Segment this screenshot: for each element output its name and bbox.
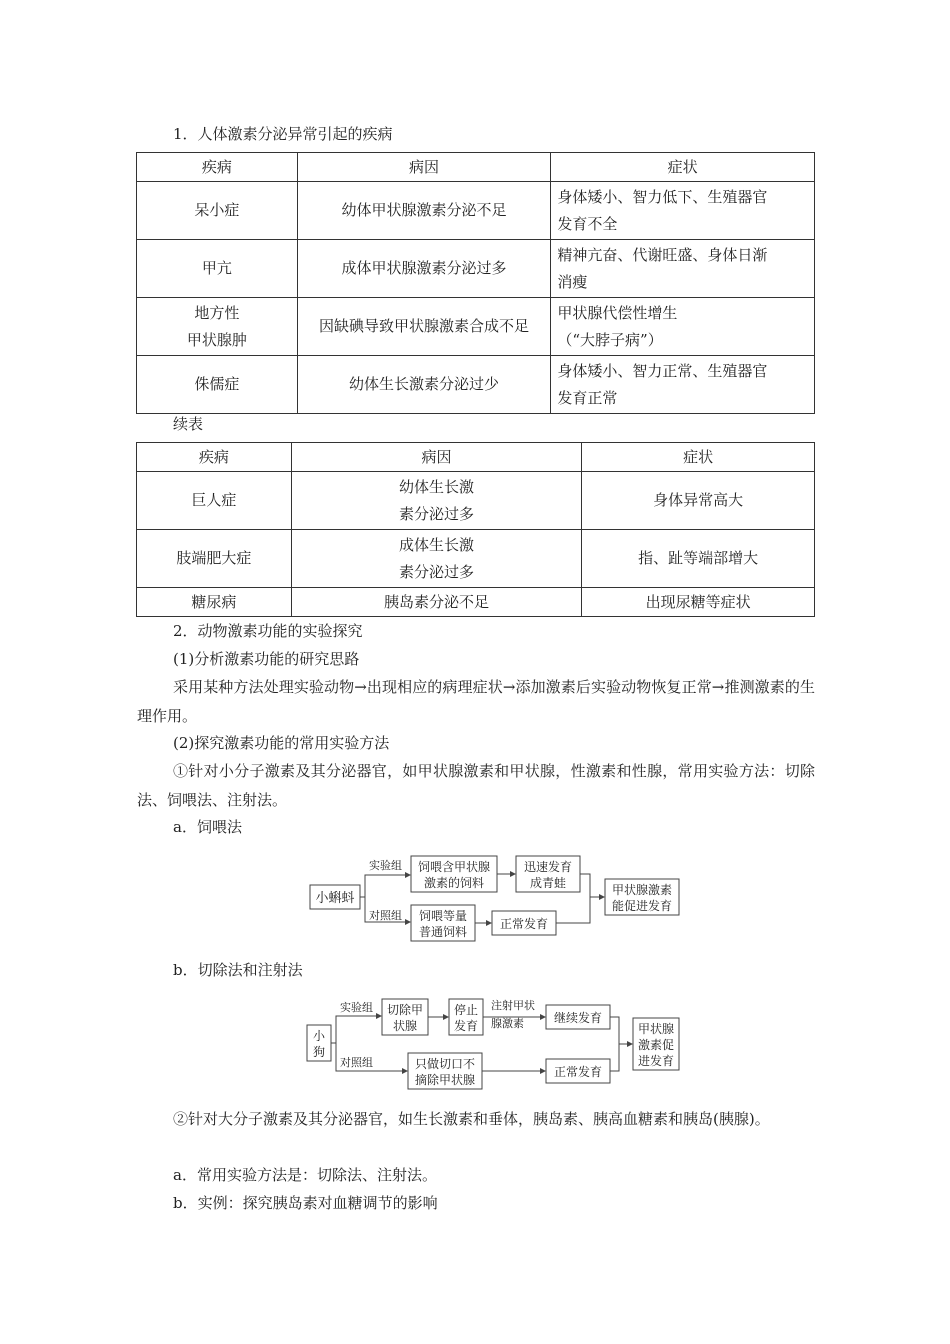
disease-table-continued: [136, 442, 815, 617]
table-row: [137, 530, 815, 588]
table-header-row: [137, 153, 815, 182]
exp-group-label: 实验组: [340, 1001, 373, 1014]
svg-text:狗: 狗: [312, 1045, 326, 1059]
disease-cell: 甲亢: [137, 240, 298, 298]
symptom-cell: 身体异常高大: [582, 472, 815, 530]
table-row: [137, 298, 815, 356]
svg-text:发育: 发育: [453, 1019, 479, 1033]
small-molecule-paragraph: ①针对小分子激素及其分泌器官，如甲状腺激素和甲状腺，性激素和性腺，常用实验方法：切除法、饲喂法、注射法。: [137, 762, 815, 809]
svg-text:正常发育: 正常发育: [499, 917, 549, 931]
svg-text:成青蛙: 成青蛙: [529, 876, 567, 890]
table-row: [137, 588, 815, 617]
continued-label: 续表: [173, 415, 204, 433]
arrow-head: [599, 894, 605, 900]
section-title-2: 2．动物激素功能的实验探究: [173, 622, 363, 640]
disease-table: [136, 152, 815, 414]
table-row: [137, 356, 815, 414]
research-approach-paragraph: 采用某种方法处理实验动物→出现相应的病理症状→添加激素后实验动物恢复正常→推测激素的生理作用。: [137, 678, 815, 725]
svg-text:迅速发育: 迅速发育: [523, 860, 573, 874]
exp-branch-line: [331, 1016, 376, 1043]
cause-cell: 成体生长激 素分泌过多: [291, 530, 582, 588]
exp-branch-line: [360, 875, 405, 897]
svg-text:甲状腺: 甲状腺: [637, 1022, 675, 1036]
svg-text:激素促: 激素促: [637, 1038, 675, 1052]
svg-text:停止: 停止: [453, 1003, 479, 1017]
cause-cell: 胰岛素分泌不足: [291, 588, 582, 617]
disease-cell: 巨人症: [137, 472, 292, 530]
symptom-cell: 出现尿糖等症状: [582, 588, 815, 617]
disease-cell: 呆小症: [137, 182, 298, 240]
header-cause: 病因: [297, 153, 551, 182]
table-header-row: [137, 443, 815, 472]
symptom-cell: 身体矮小、智力低下、生殖器官 发育不全: [551, 182, 815, 240]
svg-text:普通饲料: 普通饲料: [418, 925, 468, 939]
header-cause: 病因: [291, 443, 582, 472]
arrow-head: [443, 1014, 449, 1020]
symptom-cell: 指、趾等端部增大: [582, 530, 815, 588]
feeding-method-diagram: [305, 848, 690, 948]
cause-cell: 因缺碘导致甲状腺激素合成不足: [297, 298, 551, 356]
disease-cell: 肢端肥大症: [137, 530, 292, 588]
inject-label: 注射甲状: [491, 999, 535, 1012]
ctrl-group-label: 对照组: [369, 909, 402, 922]
converge-line-bottom: [610, 1044, 619, 1071]
header-symptom: 症状: [551, 153, 815, 182]
svg-text:能促进发育: 能促进发育: [611, 899, 673, 913]
svg-text:切除甲: 切除甲: [386, 1003, 424, 1017]
cause-cell: 成体甲状腺激素分泌过多: [297, 240, 551, 298]
svg-text:甲状腺激素: 甲状腺激素: [611, 883, 673, 897]
arrow-head: [405, 872, 411, 878]
svg-text:小: 小: [312, 1029, 326, 1043]
disease-cell: 地方性 甲状腺肿: [137, 298, 298, 356]
header-disease: 疾病: [137, 153, 298, 182]
svg-text:饲喂含甲状腺: 饲喂含甲状腺: [417, 860, 491, 874]
arrow-head: [376, 1013, 382, 1019]
arrow-head: [510, 871, 516, 877]
arrow-head: [627, 1041, 633, 1047]
svg-text:饲喂等量: 饲喂等量: [418, 909, 468, 923]
section-title-1: 1．人体激素分泌异常引起的疾病: [173, 125, 393, 143]
exp-group-label: 实验组: [369, 859, 402, 872]
symptom-cell: 身体矮小、智力正常、生殖器官 发育正常: [551, 356, 815, 414]
excision-injection-title: b．切除法和注射法: [173, 961, 303, 979]
svg-text:只做切口不: 只做切口不: [414, 1057, 476, 1071]
converge-line-top: [610, 1017, 627, 1044]
tadpole-text: 小蝌蚪: [315, 891, 355, 906]
arrow-head: [540, 1014, 546, 1020]
example-text: b．实例：探究胰岛素对血糖调节的影响: [173, 1194, 438, 1212]
svg-text:正常发育: 正常发育: [553, 1065, 603, 1079]
excision-injection-diagram: [303, 993, 688, 1093]
ctrl-group-label: 对照组: [340, 1056, 373, 1069]
subsection-title-2: (2)探究激素功能的常用实验方法: [173, 734, 390, 752]
table-row: [137, 240, 815, 298]
common-methods-text: a．常用实验方法是：切除法、注射法。: [173, 1166, 437, 1184]
cause-cell: 幼体甲状腺激素分泌不足: [297, 182, 551, 240]
arrow-head: [540, 1068, 546, 1074]
symptom-cell: 甲状腺代偿性增生 （“大脖子病”）: [551, 298, 815, 356]
svg-text:进发育: 进发育: [637, 1054, 675, 1068]
cause-cell: 幼体生长激 素分泌过多: [291, 472, 582, 530]
svg-text:继续发育: 继续发育: [553, 1011, 603, 1025]
symptom-cell: 精神亢奋、代谢旺盛、身体日渐 消瘦: [551, 240, 815, 298]
large-molecule-paragraph: ②针对大分子激素及其分泌器官，如生长激素和垂体，胰岛素、胰高血糖素和胰岛(胰腺)。: [173, 1110, 770, 1128]
table-row: [137, 472, 815, 530]
inject-label: 腺激素: [491, 1017, 524, 1030]
arrow-head: [486, 920, 492, 926]
feeding-method-title: a．饲喂法: [173, 818, 242, 836]
header-disease: 疾病: [137, 443, 292, 472]
header-symptom: 症状: [582, 443, 815, 472]
svg-text:状腺: 状腺: [392, 1019, 418, 1033]
arrow-head: [402, 1068, 408, 1074]
disease-cell: 侏儒症: [137, 356, 298, 414]
disease-cell: 糖尿病: [137, 588, 292, 617]
svg-text:激素的饲料: 激素的饲料: [423, 876, 485, 890]
converge-line-bottom: [556, 897, 590, 923]
table-row: [137, 182, 815, 240]
svg-text:摘除甲状腺: 摘除甲状腺: [414, 1073, 476, 1087]
converge-line-top: [580, 874, 599, 897]
arrow-head: [405, 919, 411, 925]
subsection-title-1: (1)分析激素功能的研究思路: [173, 650, 360, 668]
cause-cell: 幼体生长激素分泌过少: [297, 356, 551, 414]
